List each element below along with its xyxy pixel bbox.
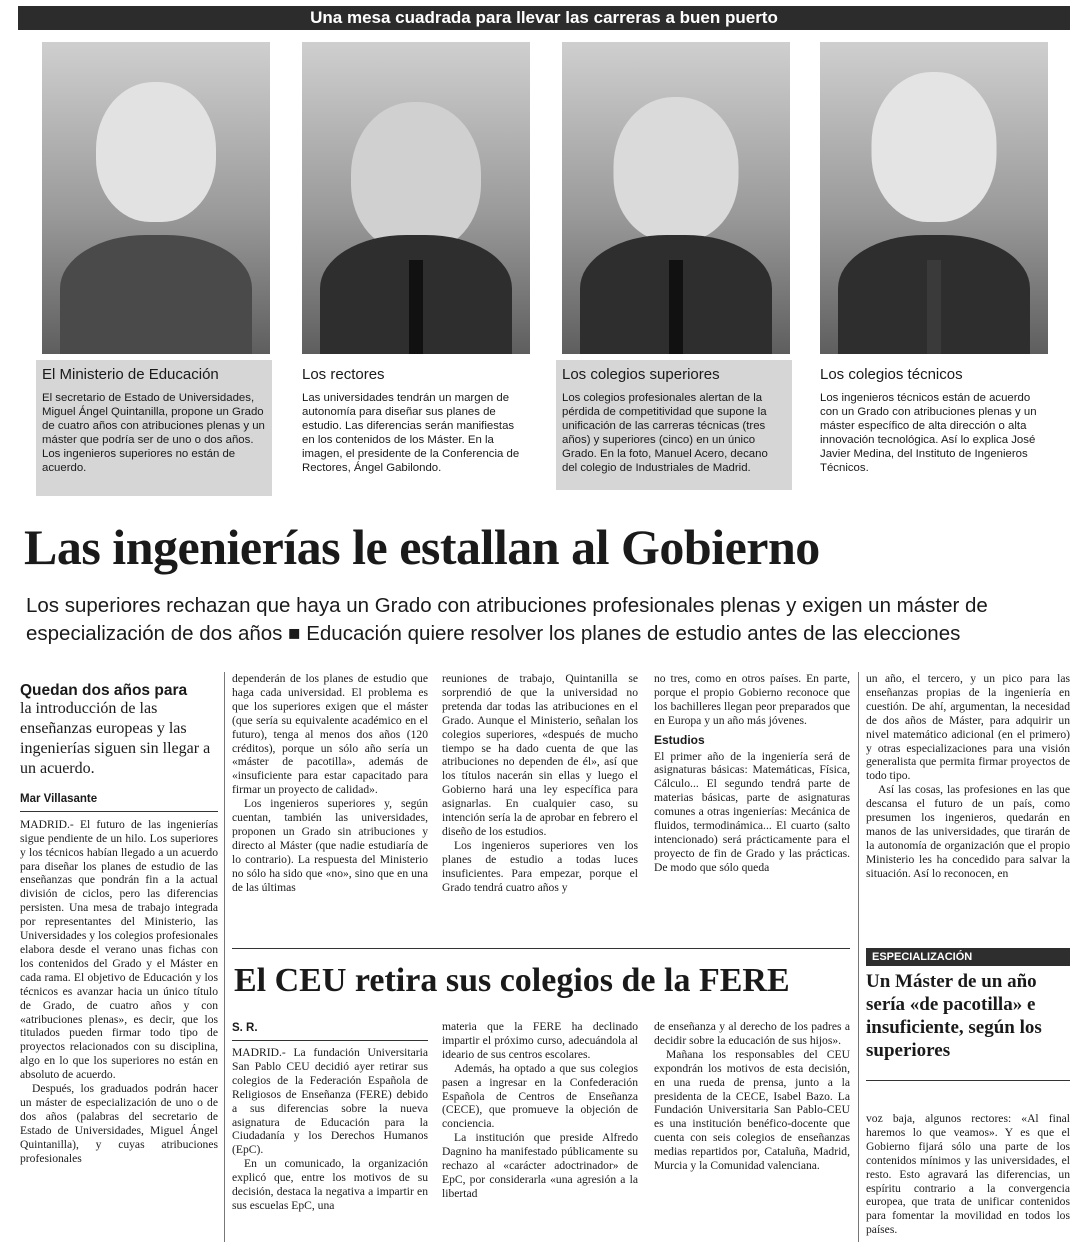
intro	[20, 684, 218, 779]
section-tag: ESPECIALIZACIÓN	[866, 948, 1070, 966]
column-2	[232, 672, 428, 895]
caption-colegios-superiores	[556, 360, 792, 490]
col3-p2: Los ingenieros superiores ven los planes de estudio a todas luces insuficientes. Para empezar, porque el Grado tendrá cuatro años y	[442, 838, 638, 894]
ceu-c3b: Mañana los responsables del CEU expondrán los motivos de esta decisión, en una rueda de prensa, junto a la presidenta de la CECE, Isabel Bazo. La Fundación Universitaria San Pablo-CEU es una institución benéfico-docente que cuenta con seis colegios de enseñanzas medias repartidos por, Cataluña, Madrid, Murcia y la Comunidad valenciana.	[654, 1047, 850, 1173]
col1-p2: Después, los graduados podrán hacer un máster de especialización de uno o de dos años (palabras del secretario de Estado de Universidades, Miguel Ángel Quintanilla), y cuyas atribuciones profesionales	[20, 1082, 218, 1165]
rule	[232, 948, 850, 949]
pull-quote: Un Máster de un año sería «de pacotilla» e insuficiente, según los superiores	[866, 971, 1042, 1061]
column-1	[20, 684, 218, 1165]
caption-text: Los ingenieros técnicos están de acuerdo con un Grado con atribuciones plenas y un máster específico de alta dirección o alta innovación tecnológica. Así lo explica José Javier Medina, del Instituto de Ingenieros Técnicos.	[820, 392, 1037, 474]
ceu-headline: El CEU retira sus colegios de la FERE	[234, 962, 790, 999]
ceu-c3: de enseñanza y al derecho de los padres a decidir sobre la educación de sus hijos».	[654, 1020, 850, 1047]
col5-p2: Así las cosas, las profesiones en las que descansa el futuro de un país, como presumen los ingenieros, quedarán en manos de las universidades, que tirarán de la autonomía de organización que el propio Ministerio les ha concedido para salvar la situación. Así lo reconocen, en	[866, 783, 1070, 880]
photo-gabilondo	[302, 42, 530, 354]
column-4	[654, 672, 850, 875]
square-bullet-icon: ■	[288, 622, 301, 645]
caption-colegios-tecnicos	[814, 360, 1050, 490]
photo-medina	[820, 42, 1048, 354]
photo-quintanilla	[42, 42, 270, 354]
intro-lead: Quedan dos años para	[20, 682, 188, 699]
col2-p1: dependerán de los planes de estudio que haga cada universidad. El problema es que los superiores exigen que el máster (que sería su equivalente académico en el futuro), tenga al menos dos años (120 créditos), porque un sólo año sería un «máster de pacotilla», además de «insuficiente para estar capacitado para firmar un proyecto de calidad».	[232, 672, 428, 797]
col1-p1: MADRID.- El futuro de las ingenierías sigue pendiente de un hilo. Los superiores y los técnicos habían llegado a un acuerdo para diseñar los planes de estudio de las enseñanzas que pondrán fin a la actual división de ciclos, pero las diferencias persisten. Una mesa de trabajo integrada por representantes del Ministerio, las Universidades y los colegios profesionales elabora desde el verano unas fichas con los contenidos del Grado y el Máster en cada rama. El objetivo de Educación y los técnicos es avanzar hacia un único título de Grado, de cuatro años y con «atribuciones plenas», es decir, que los titulados pueden firmar todo tipo de proyectos relacionados con su disciplina, algo en lo que los superiores no están en absoluto de acuerdo.	[20, 817, 218, 1082]
caption-text: El secretario de Estado de Universidades, Miguel Ángel Quintanilla, propone un Grado de cuatro años con atribuciones plenas y un máster que podría ser de uno o dos años. Los ingenieros superiores no están de acuerdo.	[42, 392, 265, 474]
ceu-c1: MADRID.- La fundación Universitaria San Pablo CEU decidió ayer retirar sus colegios de la Federación Española de Religiosos de Enseñanza (FERE) debido a sus diferencias sobre la nueva asignatura de Educación para la Ciudadanía y los Derechos Humanos (EpC).	[232, 1046, 428, 1157]
banner: Una mesa cuadrada para llevar las carreras a buen puerto	[18, 6, 1070, 30]
ceu-byline: S. R.	[232, 1022, 258, 1034]
deck	[26, 592, 1076, 648]
column-3	[442, 672, 638, 895]
ceu-c2c: La institución que preside Alfredo Dagnino ha manifestado públicamente su rechazo al «carácter adoctrinador» de EpC, por considerarla «una agresión a la libertad	[442, 1131, 638, 1200]
col4-p1: no tres, como en otros países. En parte, porque el propio Gobierno reconoce que los bachilleres llegan peor preparados que en Europa y un año más jóvenes.	[654, 672, 850, 727]
rule	[232, 1040, 428, 1041]
column-5	[866, 672, 1070, 881]
subheading-estudios: Estudios	[654, 732, 705, 747]
intro-rest: la introducción de las enseñanzas europeas y las ingenierías siguen sin llegar a un acuerdo.	[20, 699, 211, 777]
caption-text: Los colegios profesionales alertan de la pérdida de competitividad que supone la unificación de las carreras técnicas (tres años) y superiores (cinco) en un único Grado. En la foto, Manuel Acero, decano del colegio de Industriales de Madrid.	[562, 392, 768, 474]
caption-rectores	[296, 360, 532, 496]
col4-p2: El primer año de la ingeniería será de asignaturas básicas: Matemáticas, Física, Cálculo... El segundo tendrá parte de materias básicas, parte de asignaturas comunes a otras ingenierías: Mecánica de fluidos, termodinámica... El cuarto (salto intencionado) será prácticamente para el proyecto de fin de Grado y las prácticas. De modo que sólo queda	[654, 749, 850, 874]
caption-title: Los colegios técnicos	[820, 366, 963, 383]
col5-p1: un año, el tercero, y un pico para las enseñanzas propias de la ingeniería en cuestión. De ahí, argumentan, la necesidad de dos años de Máster, para adquirir un nivel matemático adicional (en el primero) y otras especializaciones para una visión generalista que permita firmar proyectos de todo tipo.	[866, 672, 1070, 783]
ceu-c2: materia que la FERE ha declinado impartir el próximo curso, adecuándola al ideario de sus centros escolares.	[442, 1020, 638, 1061]
ceu-column-3	[654, 1020, 850, 1173]
deck-part2: Educación quiere resolver los planes de estudio antes de las elecciones	[306, 622, 961, 645]
rule	[866, 1080, 1070, 1081]
byline: Mar Villasante	[20, 792, 98, 805]
photo-acero	[562, 42, 790, 354]
ceu-c2b: Además, ha optado a que sus colegios pasen a ingresar en la Confederación Española de Centros de Enseñanza (CECE), que promueve la objeción de conciencia.	[442, 1061, 638, 1131]
caption-title: Los rectores	[302, 366, 385, 383]
rule	[858, 672, 859, 1242]
rule	[224, 672, 225, 1242]
caption-title: El Ministerio de Educación	[42, 366, 219, 383]
ceu-column-1	[232, 1046, 428, 1213]
ceu-column-2	[442, 1020, 638, 1201]
col3-p1: reuniones de trabajo, Quintanilla se sorprendió de que la universidad no pretenda dar todas las atribuciones en el Grado. Aunque el Ministerio, señalan los colegios superiores, «después de mucho tiempo se ha dado cuenta de que las atribuciones no dependen de él», así que los títulos nacerán sin ellas y luego el Gobierno hará una ley específica para asignarlas. En cualquier caso, su intención sería la de aprobar en febrero el diseño de los estudios.	[442, 672, 638, 838]
column-5-cont	[866, 1112, 1070, 1237]
deck-part1: Los superiores rechazan que haya un Grado con atribuciones profesionales plenas y exigen un máster de especialización de dos años	[26, 594, 988, 645]
caption-text: Las universidades tendrán un margen de autonomía para diseñar sus planes de estudio. Las diferencias serán manifiestas en los contenidos de los Máster. En la imagen, el presidente de la Conferencia de Rectores, Ángel Gabilondo.	[302, 392, 520, 474]
caption-title: Los colegios superiores	[562, 366, 720, 383]
ceu-c1b: En un comunicado, la organización explicó que, entre los motivos de su decisión, destaca la negativa a impartir en sus escuelas EpC, una	[232, 1157, 428, 1212]
main-headline: Las ingenierías le estallan al Gobierno	[24, 519, 820, 575]
caption-ministerio	[36, 360, 272, 496]
side-text: voz baja, algunos rectores: «Al final haremos lo que veamos». Y es que el Gobierno fijará sólo una parte de los contenidos mínimos y las universidades, el resto. Esto agravará las diferencias, un espíritu contrario a la convergencia europea, que trata de unificar contenidos para fomentar la movilidad en todos los países.	[866, 1112, 1070, 1237]
col2-p2: Los ingenieros superiores y, según cuentan, también las universidades, proponen un Grado sin atribuciones y directo al Máster (que nadie estudiaría de lo contrario). La respuesta del Ministerio no sólo ha sido que «no», sino que en una de las últimas	[232, 797, 428, 894]
